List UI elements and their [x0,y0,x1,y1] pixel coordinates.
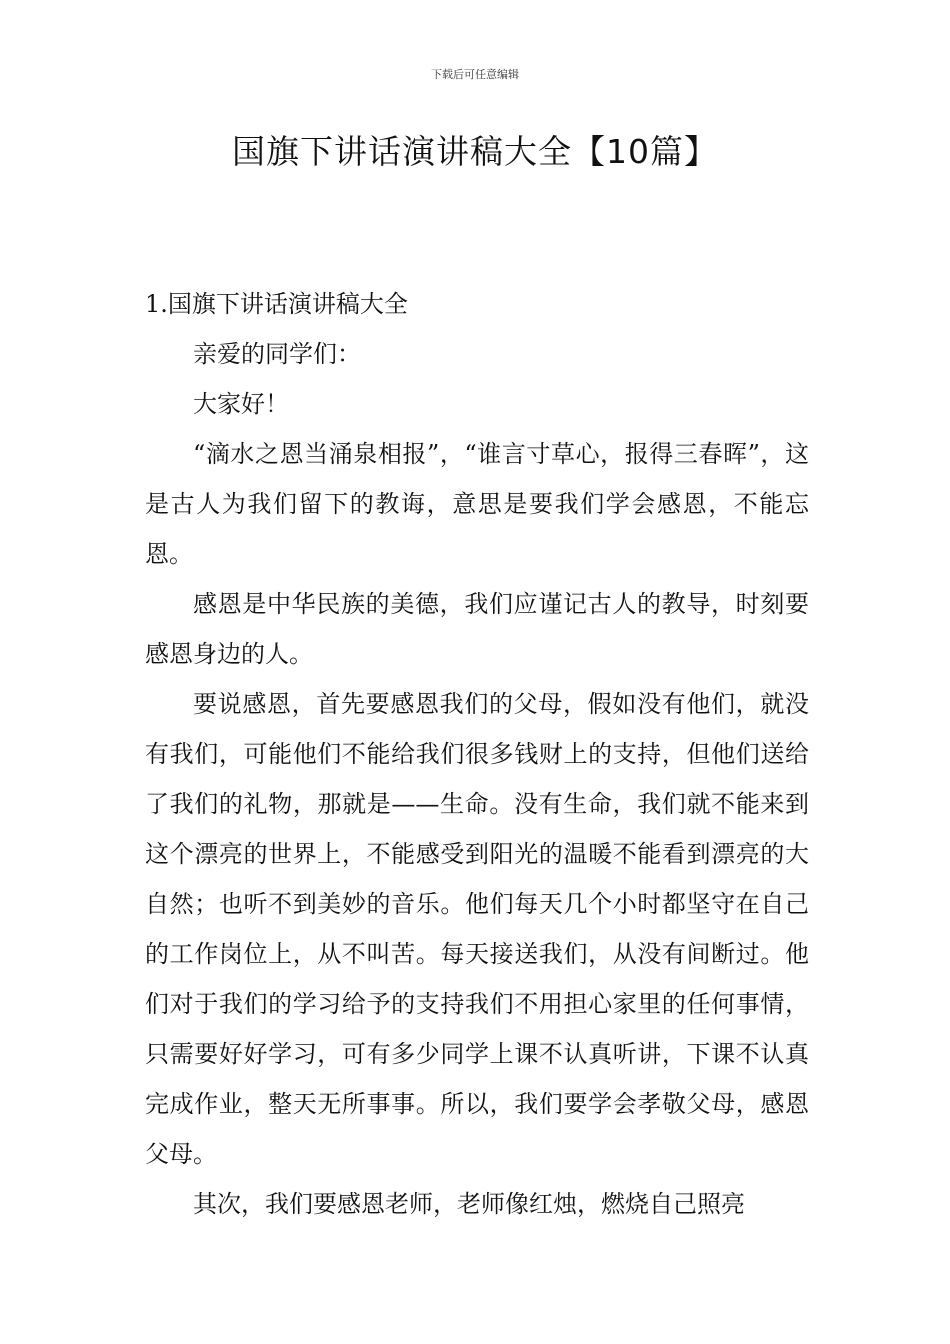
paragraph-teachers: 其次，我们要感恩老师，老师像红烛，燃烧自己照亮 [193,1190,745,1218]
paragraph-parents: 要说感恩，首先要感恩我们的父母，假如没有他们，就没有我们，可能他们不能给我们很多钱财上的支持，但他们送给了我们的礼物，那就是——生命。没有生命，我们就不能来到这个漂亮的世界上，不能感受到阳光的温暖不能看到漂亮的大自然；也听不到美妙的音乐。他们每天几个小时都坚守在自己的工作岗位上，从不叫苦。每天接送我们，从没有间断过。他们对于我们的学习给予的支持我们不用担心家里的任何事情，只需要好好学习，可有多少同学上课不认真听讲，下课不认真完成作业，整天无所事事。所以，我们要学会孝敬父母，感恩父母。 [145,690,809,1168]
document-body [145,279,809,1229]
paragraph-quote: “滴水之恩当涌泉相报”，“谁言寸草心，报得三春晖”，这是古人为我们留下的教诲，意思是要我们学会感恩，不能忘恩。 [145,440,809,568]
paragraph-greeting: 亲爱的同学们： [193,340,361,368]
header-note: 下载后可任意编辑 [431,68,519,81]
paragraph-virtue: 感恩是中华民族的美德，我们应谨记古人的教导，时刻要感恩身边的人。 [145,590,809,668]
paragraph-hello: 大家好！ [193,390,289,418]
document-title: 国旗下讲话演讲稿大全【10篇】 [232,132,718,171]
section-heading: 1.国旗下讲话演讲稿大全 [145,290,408,318]
